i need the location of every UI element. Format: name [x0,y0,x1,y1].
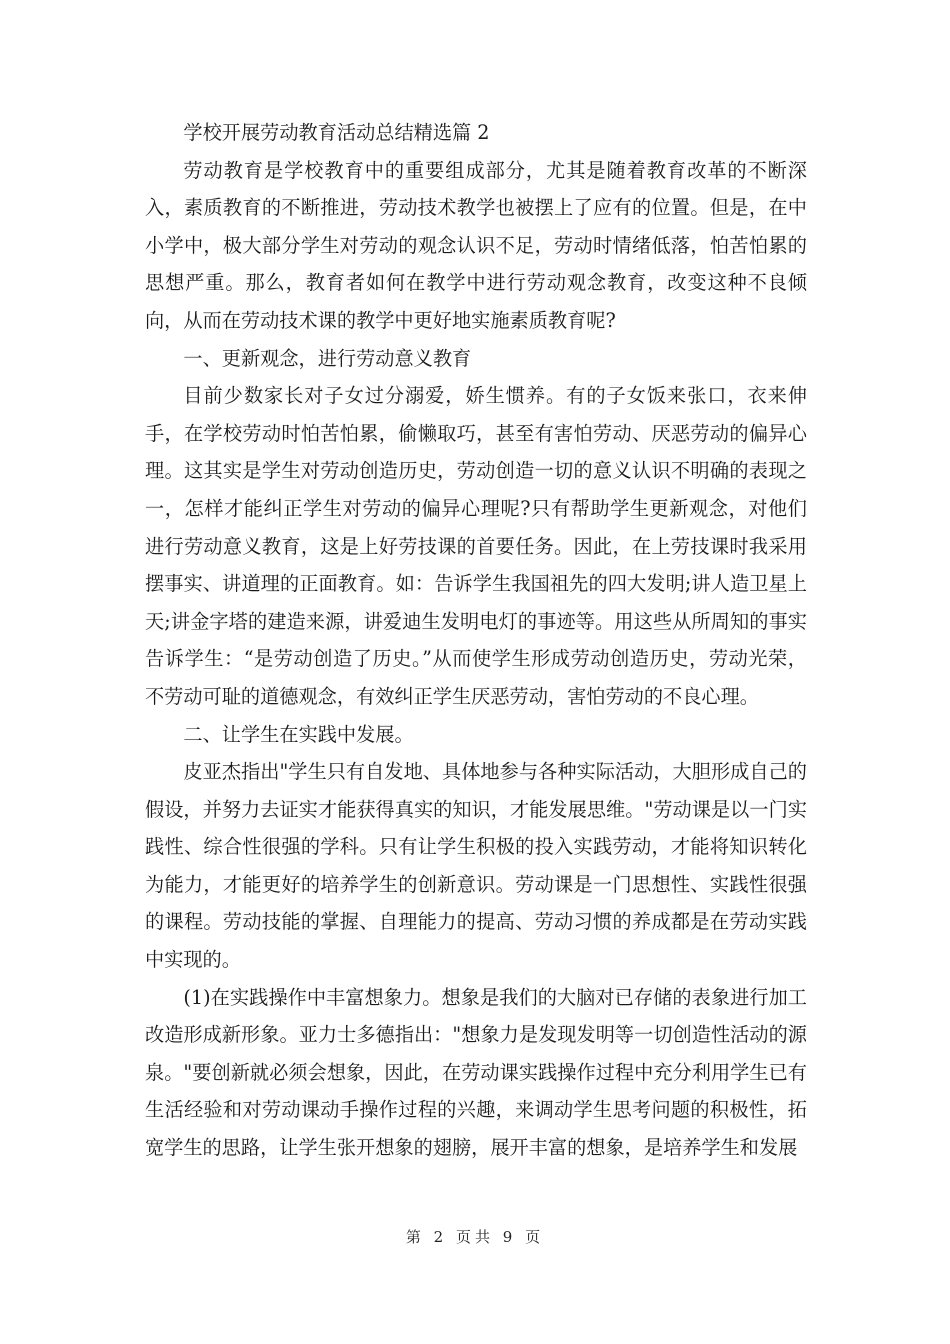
footer-prefix: 第 [405,1228,425,1246]
section-heading-2: 二、让学生在实践中发展。 [183,722,414,746]
paragraph-section-1: 目前少数家长对子女过分溺爱，娇生惯养。有的子女饭来张口，衣来伸手，在学校劳动时怕苦怕累，偷懒取巧，甚至有害怕劳动、厌恶劳动的偏异心理。这其实是学生对劳动创造历史，劳动创造一切的意义认识不明确的表现之一，怎样才能纠正学生对劳动的偏异心理呢?只有帮助学生更新观念，对他们进行劳动意义教育，这是上好劳技课的首要任务。因此，在上劳技课时我采用摆事实、讲道理的正面教育。如：告诉学生我国祖先的四大发明;讲人造卫星上天;讲金字塔的建造来源，讲爱迪生发明电灯的事迹等。用这些从所周知的事实告诉学生：“是劳动创造了历史。”从而使学生形成劳动创造历史，劳动光荣，不劳动可耻的道德观念，有效纠正学生厌恶劳动，害怕劳动的不良心理。 [145,384,807,708]
document-title: 学校开展劳动教育活动总结精选篇 2 [183,121,490,144]
paragraph-intro: 劳动教育是学校教育中的重要组成部分，尤其是随着教育改革的不断深入，素质教育的不断推进，劳动技术教学也被摆上了应有的位置。但是，在中小学中，极大部分学生对劳动的观念认识不足，劳动时情绪低落，怕苦怕累的思想严重。那么，教育者如何在教学中进行劳动观念教育，改变这种不良倾向，从而在劳动技术课的教学中更好地实施素质教育呢? [145,158,807,332]
footer-suffix: 页 [525,1228,545,1246]
footer-middle: 页共 [455,1228,494,1246]
section-heading-1: 一、更新观念，进行劳动意义教育 [183,346,472,370]
page-footer [0,1226,950,1247]
footer-page-number: 2 [433,1228,448,1246]
document-body [145,114,807,1167]
paragraph-section-2: 皮亚杰指出"学生只有自发地、具体地参与各种实际活动，大胆形成自己的假设，并努力去证实才能获得真实的知识，才能发展思维。"劳动课是以一门实践性、综合性很强的学科。只有让学生积极的投入实践劳动，才能将知识转化为能力，才能更好的培养学生的创新意识。劳动课是一门思想性、实践性很强的课程。劳动技能的掌握、自理能力的提高、劳动习惯的养成都是在劳动实践中实现的。 [145,760,807,972]
footer-total-pages: 9 [502,1228,517,1246]
paragraph-subsection-1: (1)在实践操作中丰富想象力。想象是我们的大脑对已存储的表象进行加工改造形成新形象。亚力士多德指出："想象力是发现发明等一切创造性活动的源泉。"要创新就必须会想象，因此，在劳动课实践操作过程中充分利用学生已有生活经验和对劳动课动手操作过程的兴趣，来调动学生思考问题的积极性，拓宽学生的思路，让学生张开想象的翅膀，展开丰富的想象，是培养学生和发展 [145,985,807,1160]
